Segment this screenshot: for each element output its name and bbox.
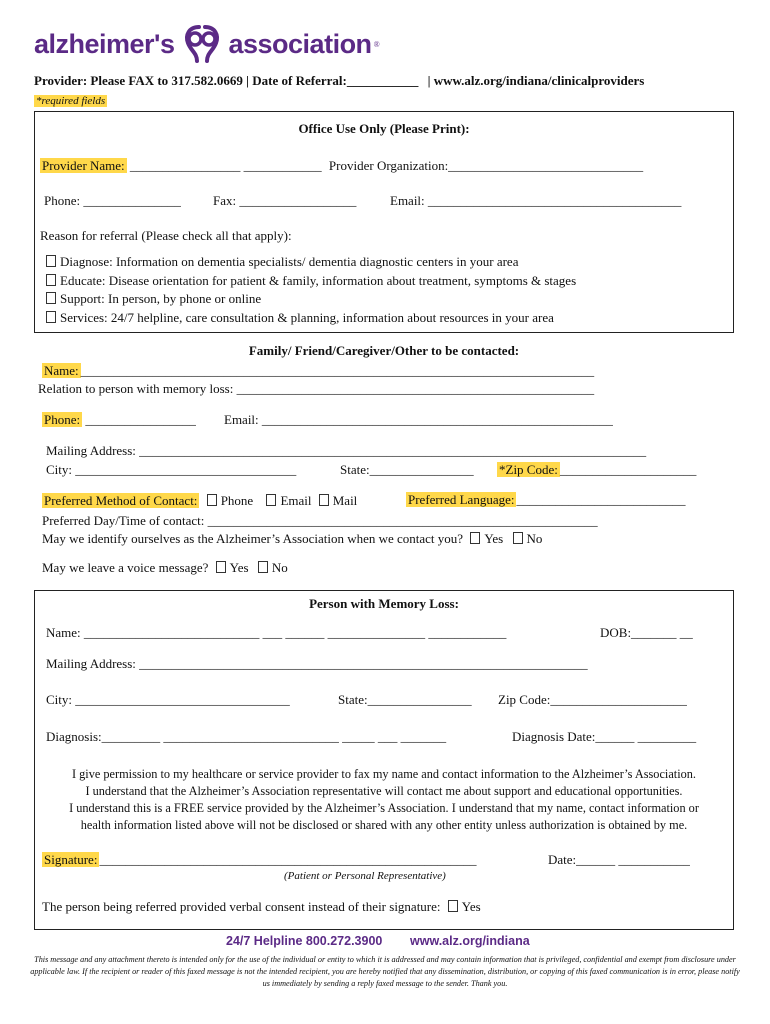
signature-row (42, 852, 476, 868)
checkbox-support[interactable] (46, 292, 56, 304)
person-title: Person with Memory Loss: (309, 596, 459, 611)
brand-mark-icon (179, 23, 225, 65)
verbal-consent-label: The person being referred provided verbal consent instead of their signature: (42, 899, 441, 914)
family-phone-row (42, 412, 196, 428)
person-city-field[interactable]: City: _________________________________ (46, 692, 290, 707)
brand-right: association (228, 28, 372, 59)
consent-text (34, 766, 734, 834)
diagnosis-date-field[interactable]: Diagnosis Date:______ _________ (512, 729, 697, 744)
verbal-consent-row (42, 899, 481, 915)
provider-fax-field[interactable]: Fax: __________________ (213, 193, 357, 208)
preferred-language-row (406, 492, 685, 508)
fax-header-label: Provider: Please FAX to 317.582.0669 | Date of Referral: (34, 73, 347, 88)
checkbox-services[interactable] (46, 311, 56, 323)
identify-yes-label: Yes (484, 531, 504, 546)
office-title: Office Use Only (Please Print): (298, 121, 470, 136)
voice-no-label: No (271, 560, 288, 575)
required-note (34, 95, 107, 107)
registered-mark: ® (373, 39, 380, 49)
signature-date-field[interactable]: Date:______ ___________ (548, 852, 690, 867)
checkbox-contact-mail[interactable] (319, 494, 329, 506)
family-zip-row (497, 462, 696, 478)
preferred-contact-row (42, 493, 357, 509)
consent-line-1: I give permission to my healthcare or service provider to fax my name and contact information to the Alzheimer’s Association. (71, 767, 696, 781)
person-mailing-field[interactable]: Mailing Address: _____________________________________________________________________ (46, 656, 588, 671)
checkbox-verbal-yes[interactable] (448, 900, 458, 912)
reason-services[interactable] (46, 310, 554, 326)
checkbox-diagnose[interactable] (46, 255, 56, 267)
contact-email-label: Email (280, 493, 312, 508)
family-name-label: Name: (44, 363, 79, 378)
checkbox-identify-yes[interactable] (470, 532, 480, 544)
family-zip-label: *Zip Code: (499, 462, 558, 477)
voice-question: May we leave a voice message? (42, 560, 209, 575)
reason-diagnose[interactable] (46, 254, 518, 270)
person-dob-field[interactable]: DOB:_______ __ (600, 625, 693, 640)
referral-date-field[interactable]: ___________ (346, 73, 419, 88)
consent-line-4: health information listed above will not be disclosed or shared with any other entity unless authorization is obtained by me. (80, 818, 688, 832)
required-fields-label: *required fields (36, 95, 106, 107)
relation-field[interactable]: Relation to person with memory loss: _______________________________________________________ (38, 381, 595, 396)
provider-org-field[interactable]: Provider Organization:______________________________ (328, 158, 644, 173)
family-email-field[interactable]: Email: ______________________________________________________ (224, 412, 613, 427)
contact-mail-label: Mail (332, 493, 358, 508)
preferred-language-label: Preferred Language: (408, 492, 515, 507)
representative-note: (Patient or Personal Representative) (284, 870, 446, 882)
person-state-field[interactable]: State:________________ (338, 692, 472, 707)
consent-line-3: I understand this is a FREE service provided by the Alzheimer’s Association. I understand that my name, contact information or (69, 801, 699, 815)
reason-support[interactable] (46, 291, 261, 307)
contact-phone-label: Phone (220, 493, 254, 508)
diagnosis-field[interactable]: Diagnosis:_________ ___________________________ _____ ___ _______ (46, 729, 447, 744)
provider-name-field[interactable]: _________________ ____________ (126, 158, 325, 173)
reason-educate-label: Educate: Disease orientation for patient & family, information about treatment, symptoms & stages (60, 273, 577, 288)
reason-support-label: Support: In person, by phone or online (60, 291, 262, 306)
preferred-day-field[interactable]: Preferred Day/Time of contact: ____________________________________________________________ (42, 513, 598, 528)
footer-website: www.alz.org/indiana (410, 934, 530, 948)
signature-field[interactable]: __________________________________________________________ (99, 852, 477, 867)
preferred-language-field[interactable]: __________________________ (516, 492, 686, 507)
identify-row (42, 531, 542, 547)
family-phone-field[interactable]: _________________ (82, 412, 196, 427)
checkbox-voice-no[interactable] (258, 561, 268, 573)
person-zip-field[interactable]: Zip Code:_____________________ (498, 692, 687, 707)
checkbox-contact-email[interactable] (266, 494, 276, 506)
fax-disclaimer: This message and any attachment thereto is intended only for the use of the individual or entity to which it is addressed and may contain information that is privileged, confidential and exempt from disclosure under applicable law. If the recipient or reader of this faxed message is not the intended recipient, you are hereby notified that any dissemination, distribution, or copying of this faxed communication is in error, please notify us immediately by sending a reply faxed message to the sender. Thank you. (30, 955, 740, 988)
person-name-field[interactable]: Name: ___________________________ ___ ______ _______________ ____________ (46, 625, 507, 640)
brand-left: alzheimer's (34, 28, 175, 59)
voice-row (42, 560, 288, 576)
brand-logo (34, 22, 380, 66)
provider-name-row (40, 158, 643, 174)
verbal-yes-label: Yes (461, 899, 481, 914)
reason-educate[interactable] (46, 273, 576, 289)
fax-header (34, 73, 644, 89)
identify-question: May we identify ourselves as the Alzheimer’s Association when we contact you? (42, 531, 464, 546)
provider-email-field[interactable]: Email: _______________________________________ (390, 193, 682, 208)
checkbox-contact-phone[interactable] (207, 494, 217, 506)
provider-phone-field[interactable]: Phone: _______________ (44, 193, 181, 208)
family-mailing-field[interactable]: Mailing Address: ______________________________________________________________________________ (46, 443, 647, 458)
signature-label: Signature: (44, 852, 98, 867)
family-name-row (42, 363, 594, 379)
family-city-field[interactable]: City: __________________________________ (46, 462, 297, 477)
family-name-field[interactable]: _______________________________________________________________________________ (80, 363, 595, 378)
consent-line-2: I understand that the Alzheimer’s Association representative will contact me about support and educational opportunities. (85, 784, 683, 798)
family-zip-field[interactable]: _____________________ (559, 462, 697, 477)
family-title: Family/ Friend/Caregiver/Other to be contacted: (248, 343, 520, 358)
preferred-contact-label: Preferred Method of Contact: (44, 493, 198, 508)
reason-services-label: Services: 24/7 helpline, care consultation & planning, information about resources in your area (60, 310, 554, 325)
voice-yes-label: Yes (229, 560, 249, 575)
checkbox-educate[interactable] (46, 274, 56, 286)
family-state-field[interactable]: State:________________ (340, 462, 474, 477)
checkbox-identify-no[interactable] (513, 532, 523, 544)
clinical-url: | www.alz.org/indiana/clinicalproviders (427, 73, 645, 88)
provider-name-label: Provider Name: (42, 158, 125, 173)
helpline: 24/7 Helpline 800.272.3900 (226, 934, 383, 948)
referral-reason-label: Reason for referral (Please check all that apply): (40, 228, 292, 243)
checkbox-voice-yes[interactable] (216, 561, 226, 573)
reason-diagnose-label: Diagnose: Information on dementia specialists/ dementia diagnostic centers in your area (60, 254, 519, 269)
identify-no-label: No (526, 531, 543, 546)
family-phone-label: Phone: (44, 412, 81, 427)
